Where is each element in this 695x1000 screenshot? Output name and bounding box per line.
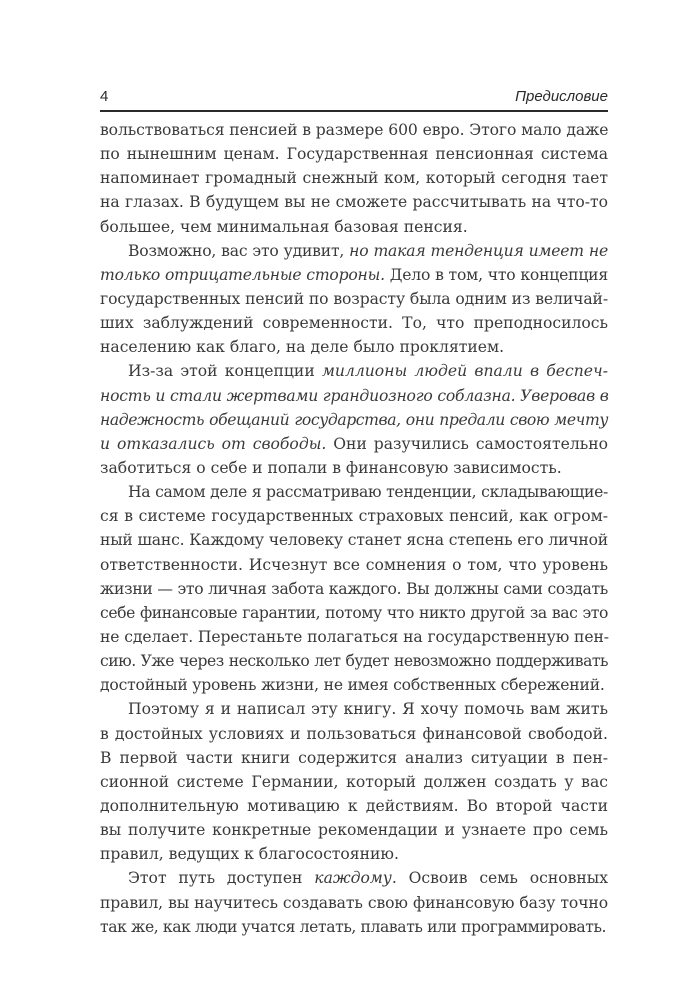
text-segment: достойный уровень жизни, не имея собственных сбережений.	[100, 676, 605, 695]
text-line	[100, 915, 608, 939]
text-line	[100, 190, 608, 214]
italic-text: ность и стали жертвами грандиозного соблазна. Уверовав в	[100, 386, 609, 405]
text-line	[100, 359, 608, 383]
text-segment: большее, чем минимальная базовая пенсия.	[100, 217, 468, 236]
text-line	[100, 384, 608, 408]
text-segment: по нынешним ценам. Государственная пенсионная система	[100, 145, 608, 164]
text-segment: сионной системе Германии, который должен создать у вас	[100, 772, 608, 791]
paragraph	[100, 480, 608, 697]
text-line	[100, 649, 608, 673]
text-line	[100, 480, 608, 504]
body-text	[100, 118, 608, 939]
text-line	[100, 577, 608, 601]
text-line	[100, 866, 608, 890]
text-line	[100, 408, 608, 432]
text-line	[100, 287, 608, 311]
text-line	[100, 842, 608, 866]
paragraph	[100, 866, 608, 938]
text-segment: государственных пенсий по возрасту была одним из величай-	[100, 289, 608, 308]
text-line	[100, 118, 608, 142]
text-line	[100, 142, 608, 166]
paragraph	[100, 359, 608, 480]
text-segment: вольствоваться пенсией в размере 600 евро. Этого мало даже	[100, 121, 609, 139]
text-segment: жизни — это личная забота каждого. Вы должны сами создать	[100, 579, 608, 598]
text-line	[100, 625, 608, 649]
italic-text: миллионы людей впали в беспеч-	[321, 362, 608, 381]
text-line	[100, 504, 608, 528]
italic-text: но такая тенденция имеет не	[349, 241, 608, 260]
italic-text: каждому.	[314, 869, 397, 888]
text-segment: Поэтому я и написал эту книгу. Я хочу помочь вам жить	[128, 700, 608, 719]
text-segment: дополнительную мотивацию к действиям. Во второй части	[100, 796, 608, 815]
text-segment: в достойных условиях и пользоваться финансовой свободой.	[100, 724, 608, 743]
text-segment: Этот путь доступен	[128, 869, 315, 888]
text-segment: населению как благо, на деле было проклятием.	[100, 338, 505, 357]
text-segment: так же, как люди учатся летать, плавать или программировать.	[100, 917, 607, 936]
text-line	[100, 166, 608, 190]
text-segment: вы получите конкретные рекомендации и узнаете про семь	[100, 821, 608, 840]
text-segment: Освоив семь основных	[396, 869, 608, 888]
text-segment: ответственности. Исчезнут все сомнения о том, что уровень	[100, 555, 608, 574]
text-line	[100, 432, 608, 456]
text-segment: В первой части книги содержится анализ ситуации в пен-	[100, 748, 608, 767]
text-segment: Дело в том, что концепция	[384, 265, 608, 284]
text-segment: на глазах. В будущем вы не сможете рассчитывать на что-то	[100, 193, 608, 212]
text-segment: заботиться о себе и попали в финансовую зависимость.	[100, 458, 562, 477]
text-segment: ся в системе государственных страховых пенсий, как огром-	[100, 507, 608, 526]
text-line	[100, 335, 608, 359]
paragraph	[100, 118, 608, 239]
text-line	[100, 891, 608, 915]
text-segment: не сделает. Перестаньте полагаться на государственную пен-	[100, 627, 609, 646]
text-segment: напоминает громадный снежный ком, который сегодня тает	[100, 169, 608, 188]
text-line	[100, 673, 608, 697]
text-line	[100, 770, 608, 794]
italic-text: надежность обещаний государства, они предали свою мечту	[100, 410, 608, 429]
text-segment: правил, ведущих к благосостоянию.	[100, 845, 399, 864]
text-line	[100, 263, 608, 287]
text-segment: правил, вы научитесь создавать свою финансовую базу точно	[100, 893, 608, 912]
text-segment: На самом деле я рассматриваю тенденции, складывающие-	[128, 483, 608, 502]
text-segment: ный шанс. Каждому человеку станет ясна степень его личной	[100, 531, 608, 550]
text-line	[100, 528, 608, 552]
text-line	[100, 553, 608, 577]
text-segment: сию. Уже через несколько лет будет невозможно поддерживать	[100, 652, 608, 671]
text-segment: себе финансовые гарантии, потому что никто другой за вас это	[100, 603, 608, 622]
page-header	[100, 88, 608, 112]
text-line	[100, 722, 608, 746]
text-segment: Из-за этой концепции	[128, 362, 322, 381]
paragraph	[100, 239, 608, 360]
text-segment: Они разучились самостоятельно	[326, 434, 608, 453]
text-line	[100, 818, 608, 842]
running-head: Предисловие	[515, 88, 608, 105]
text-line	[100, 697, 608, 721]
text-segment: ших заблуждений современности. То, что преподносилось	[100, 314, 608, 333]
text-segment: Возможно, вас это удивит,	[128, 241, 350, 260]
italic-text: только отрицательные стороны.	[100, 265, 385, 284]
text-line	[100, 456, 608, 480]
text-line	[100, 746, 608, 770]
text-line	[100, 601, 608, 625]
paragraph	[100, 697, 608, 866]
page-number: 4	[100, 88, 109, 105]
italic-text: и отказались от свободы.	[100, 434, 327, 453]
text-line	[100, 794, 608, 818]
text-line	[100, 311, 608, 335]
text-line	[100, 239, 608, 263]
text-line	[100, 215, 608, 239]
